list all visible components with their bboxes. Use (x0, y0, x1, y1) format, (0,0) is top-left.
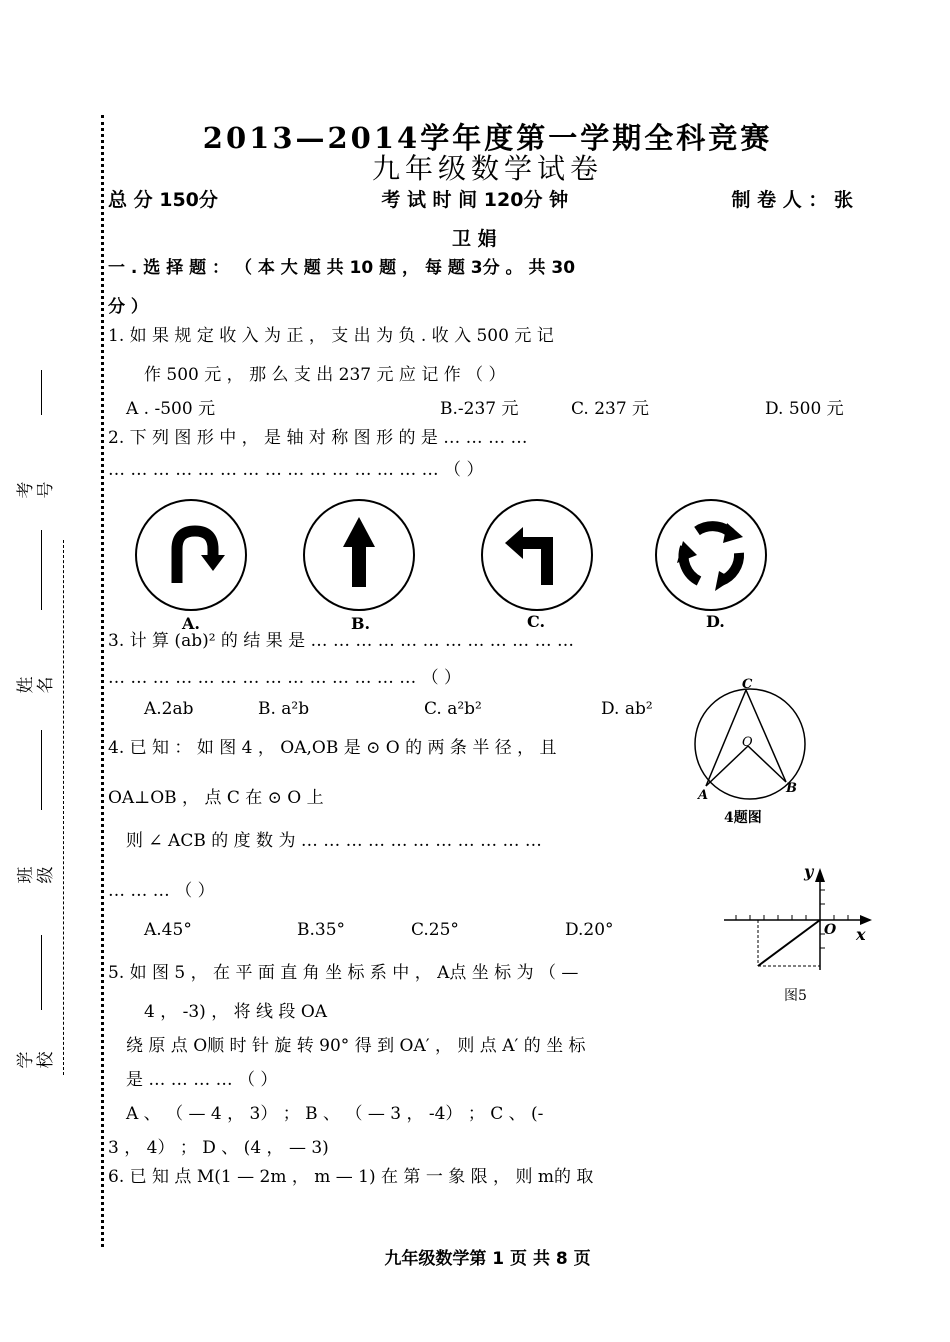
q3-option-b: B. a²b (258, 699, 310, 719)
blank-line (41, 530, 42, 610)
question-2-line1: 2. 下 列 图 形 中 ， 是 轴 对 称 图 形 的 是 … … … … (108, 428, 528, 448)
question-5-line3: 绕 原 点 O顺 时 针 旋 转 90° 得 到 OA′ ， 则 点 A′ 的 坐 标 (126, 1036, 586, 1056)
question-1-line2: 作 500 元 ， 那 么 支 出 237 元 应 记 作 （ ） (144, 365, 506, 385)
point-c-label: C (742, 677, 753, 692)
q3-option-d: D. ab² (601, 699, 653, 719)
y-axis-label: y (804, 862, 814, 881)
question-3-line2: … … … … … … … … … … … … … … （ ） (108, 668, 462, 688)
exam-info-row (108, 190, 853, 210)
q4-option-b: B.35° (297, 920, 346, 940)
page-subtitle: 九年级数学试卷 (371, 152, 603, 185)
q3-option-a: A.2ab (144, 699, 194, 719)
question-5-line1: 5. 如 图 5 ， 在 平 面 直 角 坐 标 系 中 ， A点 坐 标 为 （ — (108, 963, 579, 983)
point-b-label: B (786, 781, 797, 796)
x-axis-label: x (856, 925, 866, 944)
question-5-line2: 4 ， -3) ， 将 线 段 OA (144, 1002, 328, 1022)
total-score: 总 分 150分 (108, 189, 218, 211)
q4-option-d: D.20° (565, 920, 614, 940)
section-heading-cont: 分 ） (108, 297, 148, 317)
question-4-line1: 4. 已 知 ： 如 图 4 ， OA,OB 是 ⊙ O 的 两 条 半 径 ， 且 (108, 738, 557, 758)
question-6-line1: 6. 已 知 点 M(1 — 2m ， m — 1) 在 第 一 象 限 ， 则 m的 取 (108, 1167, 594, 1187)
q5-options-line1: A 、 （ — 4 ， 3） ； B 、 （ — 3 ， -4） ； C 、 (- (126, 1104, 544, 1124)
exam-time: 考 试 时 间 120分 钟 (381, 189, 569, 211)
blank-line (41, 935, 42, 1010)
binding-dotted-line (101, 115, 104, 1247)
binding-thin-line (63, 540, 64, 1075)
q3-option-c: C. a²b² (424, 699, 482, 719)
page-title: 2013—2014学年度第一学期全科竞赛 (202, 121, 773, 155)
origin-label: O (824, 922, 837, 938)
question-3-line1: 3. 计 算 (ab)² 的 结 果 是 … … … … … … … … … … … … (108, 631, 574, 651)
option-label-d: D. (706, 612, 725, 631)
question-5-line4: 是 … … … … （ ） (126, 1070, 278, 1090)
left-turn-sign-icon (481, 499, 593, 611)
exam-author: 制 卷 人 ： 张 (731, 189, 853, 211)
question-1-line1: 1. 如 果 规 定 收 入 为 正 ， 支 出 为 负 . 收 入 500 元 记 (108, 326, 554, 346)
option-label-a: A. (182, 614, 200, 633)
u-turn-sign-icon (135, 499, 247, 611)
name-label: 姓名 (16, 676, 56, 694)
point-a-label: A (698, 788, 709, 803)
q4-option-a: A.45° (144, 920, 192, 940)
straight-arrow-sign-icon (303, 499, 415, 611)
question-4-line3: 则 ∠ ACB 的 度 数 为 … … … … … … … … … … … (126, 831, 542, 851)
exam-number-label: 考号 (16, 481, 56, 499)
figure-5-caption: 图5 (784, 988, 807, 1004)
q1-option-c: C. 237 元 (571, 399, 650, 419)
exam-author-cont: 卫 娟 (452, 228, 497, 250)
figure-4-caption: 4题图 (724, 810, 762, 826)
section-heading: 一 . 选 择 题 ： （ 本 大 题 共 10 题 ， 每 题 3分 。 共 30 (108, 258, 576, 278)
q5-options-line2: 3 ， 4） ； D 、 (4 ， — 3) (108, 1138, 329, 1158)
roundabout-sign-icon (655, 499, 767, 611)
question-4-line4: … … … （ ） (108, 881, 215, 901)
blank-line (41, 370, 42, 415)
blank-line (41, 730, 42, 810)
question-2-line2: … … … … … … … … … … … … … … … （ ） (108, 460, 484, 480)
option-label-b: B. (351, 614, 371, 633)
q1-option-a: A . -500 元 (126, 399, 216, 419)
page-footer: 九年级数学第 1 页 共 8 页 (384, 1249, 591, 1269)
figure-5-coordinate-plane (720, 860, 880, 1005)
q4-option-c: C.25° (411, 920, 459, 940)
q1-option-d: D. 500 元 (765, 399, 844, 419)
question-4-line2: OA⊥OB ， 点 C 在 ⊙ O 上 (108, 788, 324, 808)
class-label: 班级 (16, 866, 56, 884)
option-label-c: C. (527, 612, 546, 631)
school-label: 学校 (16, 1051, 56, 1069)
point-o-label: O (742, 735, 753, 750)
q1-option-b: B.-237 元 (440, 399, 519, 419)
